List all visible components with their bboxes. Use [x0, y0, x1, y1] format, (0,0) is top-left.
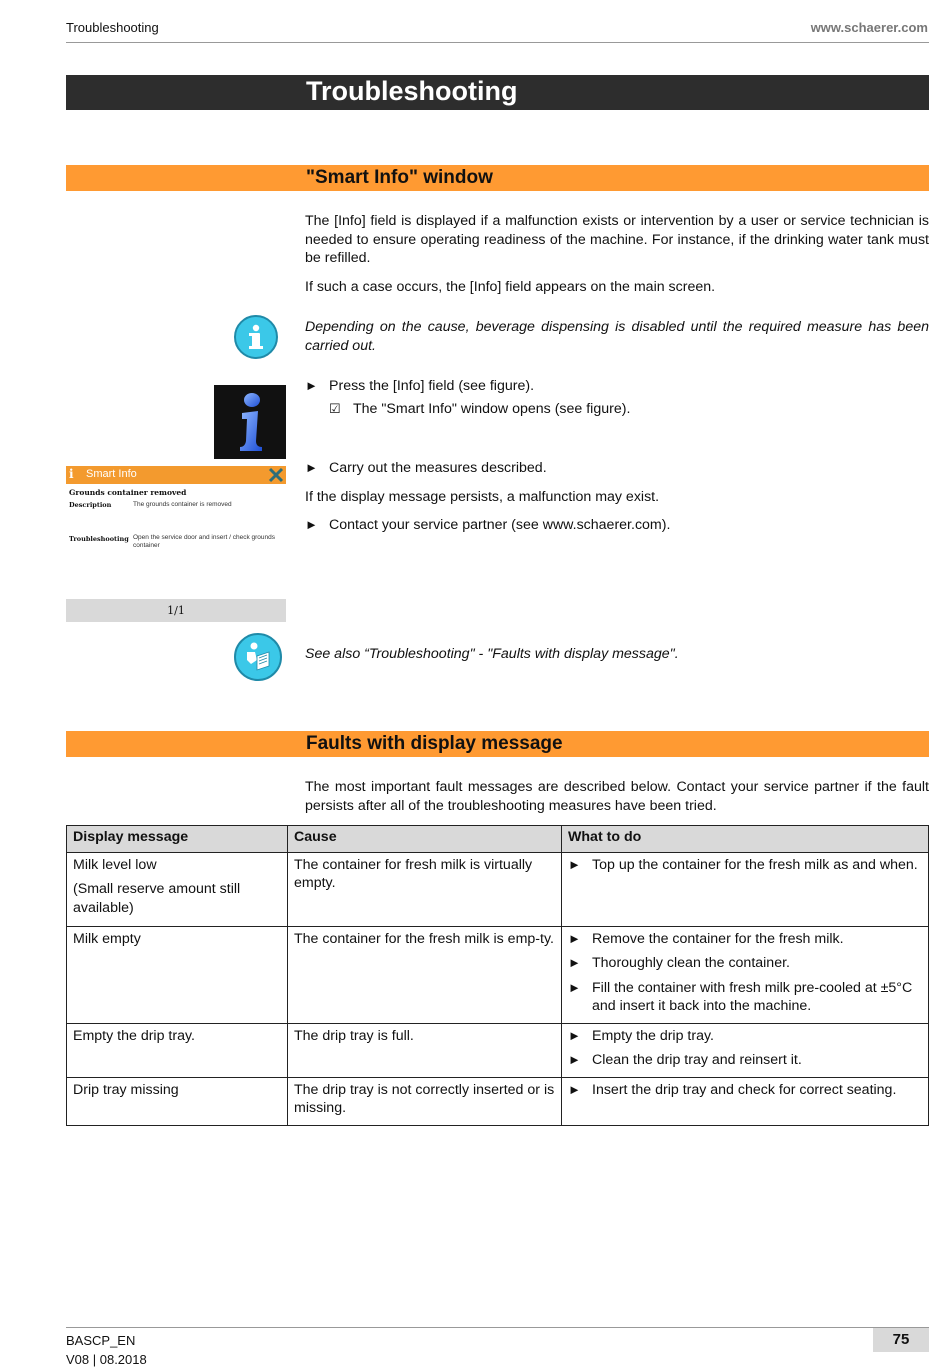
section-heading-faults: Faults with display message: [306, 733, 563, 754]
smart-info-screen-title: Smart Info: [86, 468, 137, 480]
action-item: [568, 1051, 922, 1070]
arrow-bullet-icon: ►: [568, 1027, 581, 1043]
close-icon: [268, 467, 284, 483]
action-item: [568, 979, 922, 1016]
note-dispensing-disabled: Depending on the cause, beverage dispensing is disabled until the required measure has been carried out.: [305, 319, 929, 354]
table-row: [67, 852, 929, 926]
display-message-cell: [67, 1077, 288, 1125]
step-carry-out-measures: [305, 459, 929, 478]
smart-info-screen-header: [66, 466, 286, 484]
step-text: Carry out the measures described.: [329, 460, 547, 476]
troubleshooting-label: Troubleshooting: [69, 535, 129, 543]
step-press-info: [305, 377, 929, 396]
smart-info-paragraph-3: If the display message persists, a malfunction may exist.: [305, 489, 660, 505]
smart-info-paragraph-1: The [Info] field is displayed if a malfunction exists or intervention by a user or service technician is needed to ensure operating readiness of the machine. For instance, if the drinking water tank must be refilled.: [305, 213, 929, 266]
arrow-bullet-icon: ►: [305, 378, 318, 393]
column-header-display-message: Display message: [67, 826, 288, 853]
action-text: Remove the container for the fresh milk.: [592, 930, 844, 947]
display-message-text: Drip tray missing: [73, 1081, 179, 1098]
what-to-do-cell: [562, 852, 929, 926]
see-also-reference: See also “Troubleshooting" - "Faults with display message".: [305, 646, 679, 662]
manual-reference-icon: [234, 633, 282, 681]
result-window-opens: [305, 400, 929, 419]
what-to-do-cell: [562, 1023, 929, 1077]
info-small-icon: i: [69, 467, 74, 481]
step-text: Press the [Info] field (see figure).: [329, 378, 535, 394]
description-value: The grounds container is removed: [133, 501, 232, 508]
info-note-icon: [234, 315, 278, 359]
section-bar-faults: [66, 731, 929, 757]
arrow-bullet-icon: ►: [568, 856, 581, 872]
action-text: Thoroughly clean the container.: [592, 955, 790, 971]
table-row: [67, 1023, 929, 1077]
display-message-cell: [67, 1023, 288, 1077]
action-text: Top up the container for the fresh milk as and when.: [592, 856, 918, 873]
checkbox-result-icon: ☑: [329, 401, 341, 416]
faults-intro: The most important fault messages are described below. Contact your service partner if the fault persists after all of the troubleshooting measures have been tried.: [305, 779, 929, 814]
smart-info-paragraph-2: If such a case occurs, the [Info] field appears on the main screen.: [305, 279, 716, 295]
action-item: [568, 954, 922, 973]
footer-document-info: [66, 1331, 147, 1369]
faults-table: [66, 825, 929, 1126]
display-message-text: Milk level low: [73, 856, 157, 873]
display-message-cell: [67, 852, 288, 926]
troubleshooting-value: Open the service door and insert / check grounds container: [133, 534, 275, 549]
page-title-bar: [66, 75, 929, 110]
arrow-bullet-icon: ►: [568, 1081, 581, 1097]
header-divider: [66, 42, 929, 43]
smart-info-pager: 1/1: [167, 604, 185, 617]
section-bar-smart-info: [66, 165, 929, 191]
arrow-bullet-icon: ►: [568, 979, 581, 995]
action-text: Clean the drip tray and reinsert it.: [592, 1052, 802, 1068]
arrow-bullet-icon: ►: [305, 460, 318, 475]
display-message-text: Milk empty: [73, 930, 141, 947]
column-header-what-to-do: What to do: [562, 826, 929, 853]
table-row: [67, 926, 929, 1023]
cause-cell: The container for the fresh milk is emp-ty.: [288, 926, 562, 1023]
action-item: [568, 930, 922, 949]
smart-info-pager-bar: [66, 599, 286, 622]
step-text: Contact your service partner (see www.schaerer.com).: [329, 517, 671, 533]
arrow-bullet-icon: ►: [568, 1052, 581, 1067]
column-header-cause: Cause: [288, 826, 562, 853]
table-row: [67, 1077, 929, 1125]
display-message-text: Empty the drip tray.: [73, 1027, 195, 1044]
footer-doc-id: BASCP_EN: [66, 1333, 136, 1348]
running-header-website: www.schaerer.com: [810, 20, 928, 35]
footer-divider: [66, 1327, 929, 1328]
section-heading-smart-info: "Smart Info" window: [306, 167, 493, 188]
action-text: Fill the container with fresh milk pre-cooled at ±5°C and insert it back into the machine.: [592, 979, 913, 1014]
action-item: [568, 1027, 922, 1046]
info-field-icon: [214, 385, 286, 459]
cause-cell: The drip tray is full.: [288, 1023, 562, 1077]
action-item: [568, 856, 922, 875]
cause-cell: The container for fresh milk is virtually empty.: [288, 852, 562, 926]
result-text: The "Smart Info" window opens (see figure).: [353, 401, 631, 417]
table-header-row: [67, 826, 929, 853]
page-number: 75: [873, 1328, 929, 1352]
page-title: Troubleshooting: [306, 76, 518, 106]
what-to-do-cell: [562, 926, 929, 1023]
what-to-do-cell: [562, 1077, 929, 1125]
step-contact-partner: [305, 516, 929, 535]
arrow-bullet-icon: ►: [568, 930, 581, 946]
smart-info-message: Grounds container removed: [69, 488, 187, 497]
display-message-note: (Small reserve amount still available): [73, 881, 241, 916]
action-text: Insert the drip tray and check for correct seating.: [592, 1081, 897, 1098]
display-message-cell: [67, 926, 288, 1023]
action-text: Empty the drip tray.: [592, 1027, 714, 1044]
arrow-bullet-icon: ►: [305, 517, 318, 532]
smart-info-screen-figure: [66, 466, 286, 622]
cause-cell: The drip tray is not correctly inserted or is missing.: [288, 1077, 562, 1125]
arrow-bullet-icon: ►: [568, 955, 581, 970]
action-item: [568, 1081, 922, 1100]
description-label: Description: [69, 501, 112, 509]
running-header-section: Troubleshooting: [66, 20, 159, 35]
footer-version: V08 | 08.2018: [66, 1352, 147, 1367]
